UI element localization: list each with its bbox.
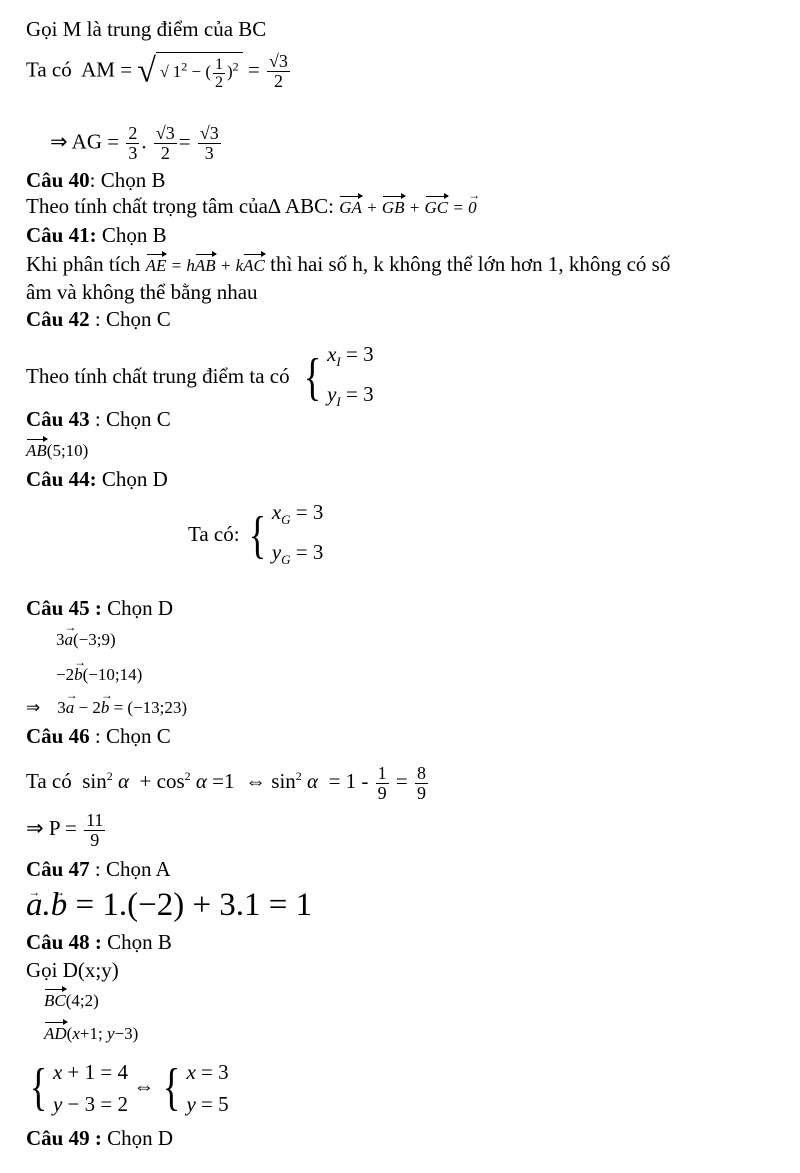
q48-line1: Gọi D(x;y) (26, 958, 119, 982)
q42-heading: Câu 42 : Chọn C (26, 307, 171, 331)
q46-result: ⇒ P = $\frac{11}{9}$ (26, 809, 104, 850)
q42-system: Theo tính chất trung điểm ta có { $x_I = 3$ $y_I = 3$ (26, 342, 374, 409)
q43-heading: Câu 43 : Chọn C (26, 407, 171, 431)
q45-line2: −2b →(−10;14) (56, 662, 142, 688)
q45-line3: ⇒ 3a → − 2b → = (−13;23) (26, 695, 187, 721)
q48-bc: BC(4;2) (44, 988, 99, 1014)
ag-formula: ⇒ AG = $\frac{2}{3}$ . $\frac{√3}{2}$ = $\frac{√3}{3}$ (50, 123, 219, 163)
q40-heading: Câu 40: Chọn B (26, 168, 166, 192)
q45-heading: Câu 45 : Chọn D (26, 596, 174, 620)
q46-heading: Câu 46 : Chọn C (26, 724, 171, 748)
q47-heading: Câu 47 : Chọn A (26, 857, 171, 881)
q43-vector: AB(5;10) (26, 436, 88, 464)
q48-ad: AD(x+1; y−3) (44, 1021, 138, 1047)
q48-heading: Câu 48 : Chọn B (26, 930, 172, 954)
q45-line1: 3a →(−3;9) (56, 627, 116, 653)
q48-system: { x + 1 = 4 y − 3 = 2 ⇔ { x = 3 y = 5 (29, 1059, 229, 1117)
q40-text: Theo tính chất trọng tâm của∆ ABC: GA + GB + GC = 0 → (26, 193, 477, 221)
intro-line: Gọi M là trung điểm của BC (26, 17, 267, 41)
q41-text: Khi phân tích AE = hAB + kAC thì hai số h, k không thể lớn hơn 1, không có số (26, 251, 670, 279)
q44-heading: Câu 44: Chọn D (26, 467, 168, 491)
q41-text-2: âm và không thể bằng nhau (26, 280, 258, 304)
q46-trig: Ta có $\sin^2 \alpha + \cos^2 \alpha =1$ ⇔ $\sin^2 \alpha = 1$ - $\frac{1}{9}$ = $\frac{8}{9}$ (26, 762, 426, 803)
q41-heading: Câu 41: Chọn B (26, 223, 167, 247)
am-formula: Ta có AM = √ √ $1^2$ − ( $\frac{1}{2}$ )$^2$ = $\frac{√3}{2}$ (26, 52, 292, 91)
q49-heading: Câu 49 : Chọn D (26, 1126, 174, 1150)
q44-system: Ta có: { $x_G = 3$ $y_G = 3$ (188, 500, 324, 567)
q47-dot-product: a →.b → = 1.(−2) + 3.1 = 1 (26, 886, 312, 924)
